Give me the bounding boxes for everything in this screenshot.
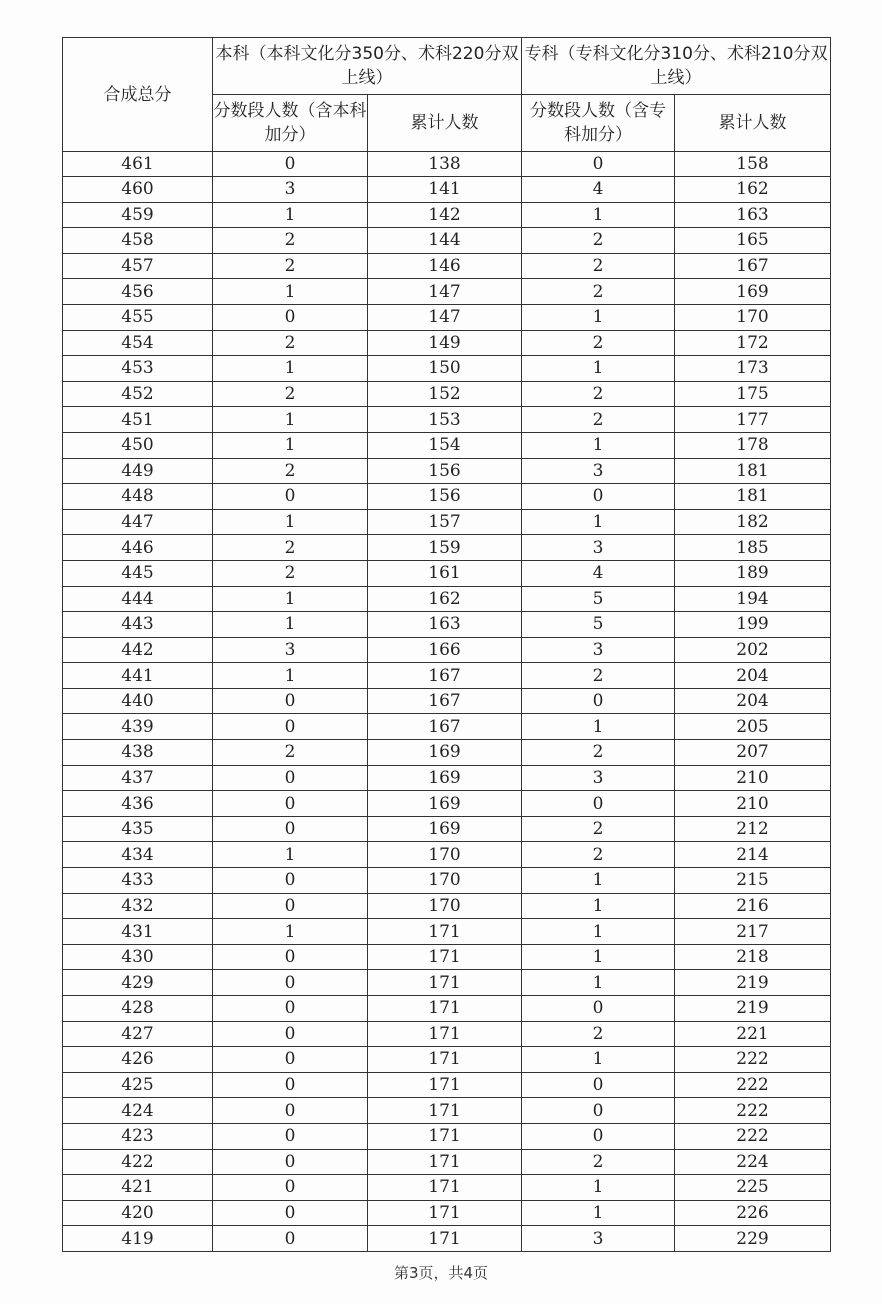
college-count-cell: 4 (522, 560, 675, 586)
undergrad-count-cell: 2 (213, 330, 368, 356)
college-count-cell: 2 (522, 330, 675, 356)
college-cumulative-cell: 185 (675, 535, 831, 561)
undergrad-cumulative-cell: 171 (368, 1021, 522, 1047)
undergrad-cumulative-cell: 171 (368, 1072, 522, 1098)
college-count-cell: 4 (522, 177, 675, 203)
table-row (63, 663, 831, 689)
college-count-cell: 1 (522, 432, 675, 458)
undergrad-cumulative-cell: 171 (368, 1098, 522, 1124)
undergrad-count-cell: 0 (213, 816, 368, 842)
undergrad-cumulative-cell: 156 (368, 484, 522, 510)
undergrad-cumulative-cell: 147 (368, 304, 522, 330)
college-count-cell: 1 (522, 304, 675, 330)
total-score-cell: 459 (63, 202, 213, 228)
table-row (63, 356, 831, 382)
total-score-cell: 423 (63, 1123, 213, 1149)
table-row (63, 432, 831, 458)
total-score-cell: 422 (63, 1149, 213, 1175)
table-row (63, 304, 831, 330)
total-score-cell: 442 (63, 637, 213, 663)
table-row (63, 330, 831, 356)
college-count-cell: 2 (522, 816, 675, 842)
undergrad-count-cell: 2 (213, 381, 368, 407)
undergrad-count-cell: 0 (213, 1047, 368, 1073)
college-cumulative-cell: 163 (675, 202, 831, 228)
college-count-cell: 2 (522, 1021, 675, 1047)
total-score-cell: 428 (63, 996, 213, 1022)
undergrad-count-cell: 1 (213, 202, 368, 228)
total-score-cell: 426 (63, 1047, 213, 1073)
undergrad-count-cell: 3 (213, 637, 368, 663)
total-score-cell: 444 (63, 586, 213, 612)
college-cumulative-cell: 207 (675, 740, 831, 766)
total-score-cell: 458 (63, 228, 213, 254)
undergrad-count-cell: 0 (213, 765, 368, 791)
undergrad-count-cell: 0 (213, 970, 368, 996)
table-row (63, 893, 831, 919)
undergrad-cumulative-cell: 170 (368, 842, 522, 868)
undergrad-count-cell: 2 (213, 253, 368, 279)
total-score-cell: 440 (63, 688, 213, 714)
table-row (63, 970, 831, 996)
college-count-cell: 1 (522, 509, 675, 535)
undergrad-cumulative-cell: 153 (368, 407, 522, 433)
score-distribution-table (62, 37, 831, 1252)
undergrad-cumulative-cell: 149 (368, 330, 522, 356)
table-row (63, 612, 831, 638)
total-score-cell: 452 (63, 381, 213, 407)
undergrad-count-cell: 0 (213, 791, 368, 817)
undergrad-count-cell: 0 (213, 152, 368, 177)
total-score-cell: 445 (63, 560, 213, 586)
undergrad-count-cell: 1 (213, 509, 368, 535)
college-cumulative-cell: 199 (675, 612, 831, 638)
college-cumulative-cell: 222 (675, 1123, 831, 1149)
header-row-1 (63, 38, 831, 95)
total-score-cell: 453 (63, 356, 213, 382)
college-count-cell: 0 (522, 152, 675, 177)
undergrad-count-cell: 1 (213, 356, 368, 382)
total-score-cell: 421 (63, 1175, 213, 1201)
table-row (63, 152, 831, 177)
total-score-cell: 443 (63, 612, 213, 638)
college-count-cell: 2 (522, 381, 675, 407)
total-score-cell: 456 (63, 279, 213, 305)
undergrad-cumulative-cell: 167 (368, 714, 522, 740)
undergrad-cumulative-cell: 138 (368, 152, 522, 177)
college-count-cell: 2 (522, 740, 675, 766)
college-cumulative-cell: 218 (675, 944, 831, 970)
college-cumulative-cell: 167 (675, 253, 831, 279)
total-score-cell: 420 (63, 1200, 213, 1226)
college-count-cell: 1 (522, 714, 675, 740)
table-row (63, 842, 831, 868)
undergrad-count-cell: 1 (213, 407, 368, 433)
table-row (63, 253, 831, 279)
total-score-cell: 427 (63, 1021, 213, 1047)
undergrad-cumulative-cell: 171 (368, 1175, 522, 1201)
table-row (63, 535, 831, 561)
undergrad-cumulative-cell: 171 (368, 1047, 522, 1073)
college-cumulative-cell: 178 (675, 432, 831, 458)
college-count-cell: 0 (522, 484, 675, 510)
undergrad-count-cell: 1 (213, 842, 368, 868)
undergrad-cumulative-cell: 163 (368, 612, 522, 638)
undergrad-cumulative-cell: 141 (368, 177, 522, 203)
table-row (63, 919, 831, 945)
undergrad-count-cell: 0 (213, 1021, 368, 1047)
undergrad-count-cell: 1 (213, 586, 368, 612)
table-row (63, 509, 831, 535)
college-count-cell: 0 (522, 996, 675, 1022)
undergrad-count-cell: 0 (213, 688, 368, 714)
undergrad-count-cell: 2 (213, 228, 368, 254)
college-cumulative-cell: 204 (675, 663, 831, 689)
undergrad-count-cell: 0 (213, 1149, 368, 1175)
table-row (63, 1047, 831, 1073)
college-count-cell: 1 (522, 1175, 675, 1201)
college-count-cell: 0 (522, 688, 675, 714)
header-college-group: 专科（专科文化分310分、术科210分双上线） (522, 38, 831, 95)
undergrad-count-cell: 0 (213, 1072, 368, 1098)
college-count-cell: 1 (522, 868, 675, 894)
table-row (63, 1226, 831, 1252)
total-score-cell: 450 (63, 432, 213, 458)
undergrad-cumulative-cell: 171 (368, 1226, 522, 1252)
total-score-cell: 430 (63, 944, 213, 970)
college-cumulative-cell: 165 (675, 228, 831, 254)
college-cumulative-cell: 205 (675, 714, 831, 740)
table-row (63, 228, 831, 254)
undergrad-count-cell: 1 (213, 919, 368, 945)
college-count-cell: 2 (522, 253, 675, 279)
undergrad-cumulative-cell: 156 (368, 458, 522, 484)
table-row (63, 177, 831, 203)
undergrad-count-cell: 0 (213, 714, 368, 740)
total-score-cell: 441 (63, 663, 213, 689)
total-score-cell: 460 (63, 177, 213, 203)
college-cumulative-cell: 175 (675, 381, 831, 407)
college-count-cell: 3 (522, 1226, 675, 1252)
table-row (63, 381, 831, 407)
total-score-cell: 431 (63, 919, 213, 945)
total-score-cell: 436 (63, 791, 213, 817)
total-score-cell: 439 (63, 714, 213, 740)
table-row (63, 484, 831, 510)
undergrad-cumulative-cell: 169 (368, 740, 522, 766)
college-cumulative-cell: 224 (675, 1149, 831, 1175)
table-row (63, 1175, 831, 1201)
undergrad-cumulative-cell: 170 (368, 868, 522, 894)
undergrad-cumulative-cell: 152 (368, 381, 522, 407)
total-score-cell: 448 (63, 484, 213, 510)
table-row (63, 791, 831, 817)
college-cumulative-cell: 212 (675, 816, 831, 842)
undergrad-cumulative-cell: 166 (368, 637, 522, 663)
header-college-cumulative: 累计人数 (675, 95, 831, 152)
undergrad-cumulative-cell: 150 (368, 356, 522, 382)
undergrad-count-cell: 0 (213, 1123, 368, 1149)
table-row (63, 1123, 831, 1149)
college-cumulative-cell: 217 (675, 919, 831, 945)
table-row (63, 714, 831, 740)
college-count-cell: 1 (522, 919, 675, 945)
undergrad-count-cell: 0 (213, 1175, 368, 1201)
undergrad-cumulative-cell: 171 (368, 1200, 522, 1226)
college-count-cell: 3 (522, 458, 675, 484)
total-score-cell: 438 (63, 740, 213, 766)
college-count-cell: 2 (522, 842, 675, 868)
college-cumulative-cell: 226 (675, 1200, 831, 1226)
undergrad-cumulative-cell: 147 (368, 279, 522, 305)
table-row (63, 279, 831, 305)
undergrad-cumulative-cell: 161 (368, 560, 522, 586)
undergrad-cumulative-cell: 162 (368, 586, 522, 612)
total-score-cell: 424 (63, 1098, 213, 1124)
table-row (63, 560, 831, 586)
undergrad-count-cell: 2 (213, 535, 368, 561)
table-row (63, 868, 831, 894)
college-cumulative-cell: 215 (675, 868, 831, 894)
undergrad-count-cell: 0 (213, 944, 368, 970)
undergrad-count-cell: 3 (213, 177, 368, 203)
undergrad-cumulative-cell: 169 (368, 765, 522, 791)
college-count-cell: 5 (522, 586, 675, 612)
undergrad-cumulative-cell: 169 (368, 816, 522, 842)
table-row (63, 407, 831, 433)
college-count-cell: 3 (522, 535, 675, 561)
college-cumulative-cell: 177 (675, 407, 831, 433)
college-cumulative-cell: 216 (675, 893, 831, 919)
table-row (63, 996, 831, 1022)
undergrad-cumulative-cell: 144 (368, 228, 522, 254)
undergrad-count-cell: 1 (213, 663, 368, 689)
college-count-cell: 0 (522, 1098, 675, 1124)
undergrad-cumulative-cell: 146 (368, 253, 522, 279)
undergrad-cumulative-cell: 142 (368, 202, 522, 228)
college-cumulative-cell: 173 (675, 356, 831, 382)
college-cumulative-cell: 229 (675, 1226, 831, 1252)
table-row (63, 1149, 831, 1175)
undergrad-cumulative-cell: 171 (368, 996, 522, 1022)
college-cumulative-cell: 158 (675, 152, 831, 177)
college-count-cell: 2 (522, 663, 675, 689)
undergrad-count-cell: 0 (213, 893, 368, 919)
table-row (63, 740, 831, 766)
table-row (63, 1021, 831, 1047)
college-cumulative-cell: 214 (675, 842, 831, 868)
college-count-cell: 1 (522, 893, 675, 919)
college-count-cell: 0 (522, 1072, 675, 1098)
total-score-cell: 447 (63, 509, 213, 535)
table-row (63, 944, 831, 970)
college-cumulative-cell: 222 (675, 1047, 831, 1073)
total-score-cell: 419 (63, 1226, 213, 1252)
college-cumulative-cell: 182 (675, 509, 831, 535)
college-count-cell: 2 (522, 228, 675, 254)
page-footer: 第3页，共4页 (393, 1264, 489, 1282)
college-cumulative-cell: 169 (675, 279, 831, 305)
undergrad-cumulative-cell: 171 (368, 1149, 522, 1175)
undergrad-cumulative-cell: 167 (368, 663, 522, 689)
college-cumulative-cell: 172 (675, 330, 831, 356)
table-row (63, 637, 831, 663)
college-count-cell: 2 (522, 279, 675, 305)
undergrad-count-cell: 0 (213, 1200, 368, 1226)
college-count-cell: 1 (522, 356, 675, 382)
total-score-cell: 432 (63, 893, 213, 919)
college-cumulative-cell: 189 (675, 560, 831, 586)
table-row (63, 458, 831, 484)
table-row (63, 1200, 831, 1226)
total-score-cell: 429 (63, 970, 213, 996)
table-row (63, 816, 831, 842)
total-score-cell: 455 (63, 304, 213, 330)
college-count-cell: 1 (522, 1200, 675, 1226)
total-score-cell: 457 (63, 253, 213, 279)
undergrad-cumulative-cell: 154 (368, 432, 522, 458)
college-cumulative-cell: 219 (675, 970, 831, 996)
header-undergrad-group: 本科（本科文化分350分、术科220分双上线） (213, 38, 522, 95)
college-count-cell: 1 (522, 202, 675, 228)
undergrad-count-cell: 0 (213, 1226, 368, 1252)
undergrad-cumulative-cell: 157 (368, 509, 522, 535)
college-count-cell: 0 (522, 791, 675, 817)
college-cumulative-cell: 222 (675, 1072, 831, 1098)
table-row (63, 586, 831, 612)
header-total-score: 合成总分 (63, 38, 213, 152)
table-row (63, 688, 831, 714)
college-cumulative-cell: 181 (675, 484, 831, 510)
college-cumulative-cell: 162 (675, 177, 831, 203)
total-score-cell: 454 (63, 330, 213, 356)
undergrad-count-cell: 2 (213, 740, 368, 766)
header-college-count: 分数段人数（含专科加分） (522, 95, 675, 152)
college-count-cell: 5 (522, 612, 675, 638)
undergrad-cumulative-cell: 159 (368, 535, 522, 561)
undergrad-cumulative-cell: 169 (368, 791, 522, 817)
college-cumulative-cell: 170 (675, 304, 831, 330)
undergrad-count-cell: 0 (213, 1098, 368, 1124)
undergrad-cumulative-cell: 171 (368, 919, 522, 945)
college-cumulative-cell: 210 (675, 791, 831, 817)
college-cumulative-cell: 221 (675, 1021, 831, 1047)
undergrad-count-cell: 1 (213, 612, 368, 638)
college-cumulative-cell: 204 (675, 688, 831, 714)
undergrad-count-cell: 2 (213, 458, 368, 484)
total-score-cell: 461 (63, 152, 213, 177)
college-count-cell: 0 (522, 1123, 675, 1149)
undergrad-cumulative-cell: 171 (368, 1123, 522, 1149)
college-count-cell: 1 (522, 1047, 675, 1073)
undergrad-count-cell: 1 (213, 432, 368, 458)
table-row (63, 1072, 831, 1098)
undergrad-count-cell: 0 (213, 484, 368, 510)
undergrad-count-cell: 0 (213, 868, 368, 894)
header-undergrad-cumulative: 累计人数 (368, 95, 522, 152)
college-cumulative-cell: 194 (675, 586, 831, 612)
total-score-cell: 425 (63, 1072, 213, 1098)
total-score-cell: 433 (63, 868, 213, 894)
college-count-cell: 1 (522, 944, 675, 970)
table-row (63, 202, 831, 228)
total-score-cell: 446 (63, 535, 213, 561)
college-cumulative-cell: 225 (675, 1175, 831, 1201)
undergrad-cumulative-cell: 167 (368, 688, 522, 714)
college-cumulative-cell: 181 (675, 458, 831, 484)
total-score-cell: 437 (63, 765, 213, 791)
total-score-cell: 449 (63, 458, 213, 484)
college-count-cell: 2 (522, 407, 675, 433)
college-count-cell: 3 (522, 637, 675, 663)
header-undergrad-count: 分数段人数（含本科加分） (213, 95, 368, 152)
undergrad-count-cell: 0 (213, 304, 368, 330)
total-score-cell: 435 (63, 816, 213, 842)
undergrad-count-cell: 1 (213, 279, 368, 305)
total-score-cell: 451 (63, 407, 213, 433)
college-count-cell: 2 (522, 1149, 675, 1175)
undergrad-count-cell: 2 (213, 560, 368, 586)
table-body (63, 152, 831, 1252)
college-cumulative-cell: 222 (675, 1098, 831, 1124)
undergrad-count-cell: 0 (213, 996, 368, 1022)
table-row (63, 765, 831, 791)
college-cumulative-cell: 202 (675, 637, 831, 663)
undergrad-cumulative-cell: 170 (368, 893, 522, 919)
undergrad-cumulative-cell: 171 (368, 970, 522, 996)
college-count-cell: 3 (522, 765, 675, 791)
college-count-cell: 1 (522, 970, 675, 996)
undergrad-cumulative-cell: 171 (368, 944, 522, 970)
college-cumulative-cell: 219 (675, 996, 831, 1022)
total-score-cell: 434 (63, 842, 213, 868)
college-cumulative-cell: 210 (675, 765, 831, 791)
table-row (63, 1098, 831, 1124)
